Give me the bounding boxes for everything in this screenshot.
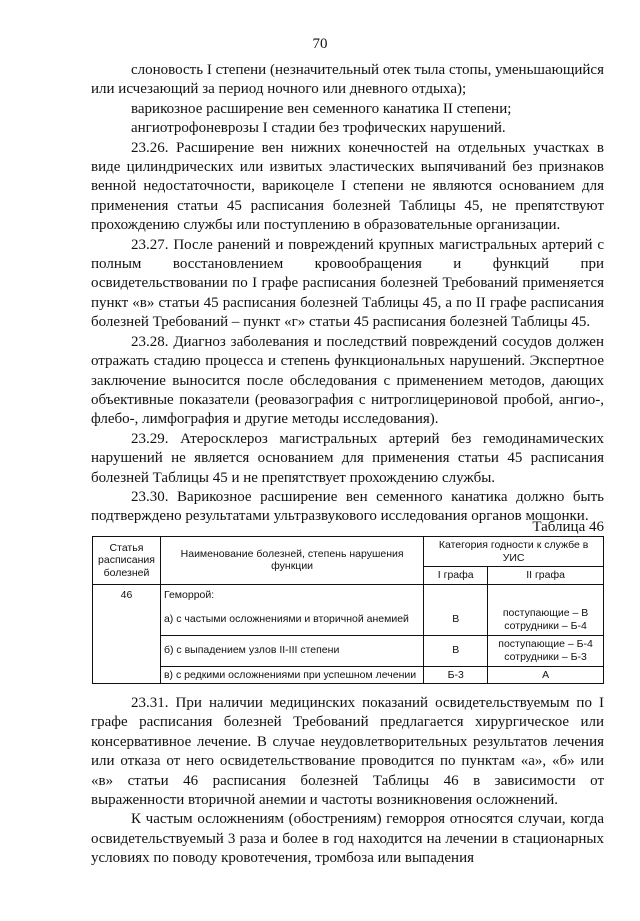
paragraph: 23.28. Диагноз заболевания и последствий повреждений сосудов должен отражать стадию процесса и степень функциональных нарушений. Экспертное заключение выносится после обследования с применением методов, дающих объективные показатели (реовазография с нитроглицериновой пробой, ангио-, флебо-, лимфография и другие методы исследования). [91,333,604,428]
paragraph: слоновость I степени (незначительный отек тыла стопы, уменьшающийся или исчезающий за период ночного или дневного отдыха); [91,62,604,98]
text-section-top [91,61,604,527]
paragraph: варикозное расширение вен семенного канатика II степени; [131,100,512,117]
paragraph: 23.29. Атеросклероз магистральных артерий без гемодинамических нарушений не является основанием для применения статьи 45 расписания болезней Таблицы 45 и не препятствует прохождению службы. [91,430,604,486]
page-number: 70 [312,36,328,52]
table-caption: Таблица 46 [532,519,604,535]
row-name: а) с частыми осложнениями и вторичной анемией [160,605,423,636]
table-header-row [93,537,604,567]
table-row [93,666,604,684]
paragraph: 23.27. После ранений и повреждений крупных магистральных артерий с полным восстановлением кровообращения и функций при освидетельствовании по I графе расписания болезней Требований применяется пункт «в» статьи 45 расписания болезней Таблицы 45, а по II графе расписания болезней Требований – пункт «г» статьи 45 расписания болезней Таблицы 45. [91,236,604,331]
row-name: в) с редкими осложнениями при успешном лечении [160,666,423,684]
header-category: Категория годности к службе в УИС [424,537,604,567]
paragraph: 23.26. Расширение вен нижних конечностей на отдельных участках в виде цилиндрических или извитых эластических выпячиваний без признаков венной недостаточности, варикоцеле I степени не являются основанием для применения статьи 45 расписания болезней Таблицы 45, не препятствуют прохождению службы или поступлению в образовательные организации. [91,139,604,234]
disease-table [92,536,604,684]
header-column-2: II графа [488,567,604,585]
header-column-1: I графа [424,567,488,585]
table-row [93,635,604,666]
header-article: Статья расписания болезней [93,537,161,585]
article-number: 46 [93,584,161,605]
row-column-1: В [424,635,488,666]
row-column-2: поступающие – Б-4 сотрудники – Б-3 [488,635,604,666]
text-section-bottom [91,694,604,869]
table-row [93,605,604,636]
paragraph: 23.31. При наличии медицинских показаний освидетельствуемым по I графе расписания болезней Требований предлагается хирургическое или консервативное лечение. В случае неудовлетворительных результатов лечения или отказа от него освидетельствование проводится по пунктам «а», «б» или «в» статьи 46 расписания болезней Таблицы 46 в зависимости от выраженности вторичной анемии и частоты возникновения осложнений. [91,695,604,809]
group-label: Геморрой: [160,584,423,605]
paragraph: К частым осложнениям (обострениям) геморроя относятся случаи, когда освидетельствуемый 3 раза и более в год находится на лечении в стационарных условиях по поводу кровотечения, тромбоза или выпадения [91,811,604,867]
paragraph: ангиотрофоневрозы I стадии без трофических нарушений. [131,120,506,137]
paragraph: 23.30. Варикозное расширение вен семенного канатика должно быть подтверждено результатами ультразвукового исследования органов мошонки. [91,488,604,525]
table-row [93,584,604,605]
header-disease-name: Наименование болезней, степень нарушения функции [160,537,423,585]
row-column-2: А [488,666,604,684]
row-column-2: поступающие – В сотрудники – Б-4 [488,605,604,636]
row-column-1: В [424,605,488,636]
row-name: б) с выпадением узлов II-III степени [160,635,423,666]
row-column-1: Б-3 [424,666,488,684]
